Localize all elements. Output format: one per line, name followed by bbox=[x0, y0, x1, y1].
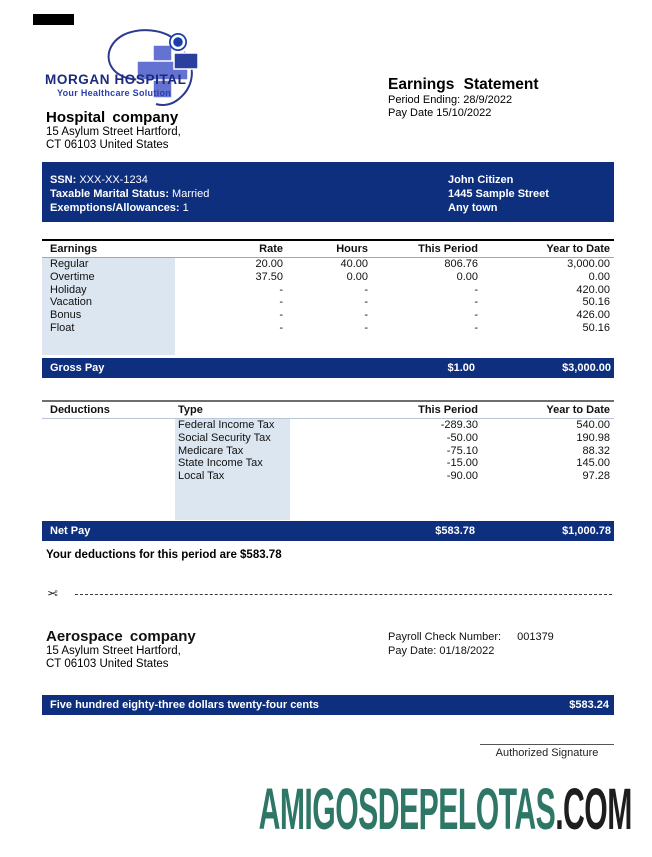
table-row: Vacation - - - 50.16 bbox=[50, 296, 610, 309]
amount-value: $583.24 bbox=[569, 699, 609, 711]
redaction-mark bbox=[33, 14, 74, 25]
employer-address-2: CT 06103 United States bbox=[46, 139, 169, 151]
authorized-signature-line: Authorized Signature bbox=[480, 744, 614, 759]
deductions-table bbox=[42, 400, 614, 483]
gross-pay-label: Gross Pay bbox=[50, 362, 105, 374]
employee-name: John Citizen bbox=[448, 174, 514, 186]
employee-address-1: 1445 Sample Street bbox=[448, 188, 549, 200]
payer-block bbox=[46, 628, 196, 671]
logo-title: MORGAN HOSPITAL bbox=[45, 72, 187, 87]
net-pay-label: Net Pay bbox=[50, 525, 91, 537]
table-row: Federal Income Tax -289.30 540.00 bbox=[178, 419, 610, 431]
employee-address-2: Any town bbox=[448, 202, 498, 214]
statement-title: Earnings Statement bbox=[388, 76, 539, 93]
deductions-header-period: This Period bbox=[418, 404, 478, 416]
check-number-label: Payroll Check Number: bbox=[388, 631, 502, 643]
deductions-header-ytd: Year to Date bbox=[546, 404, 610, 416]
deductions-header-row bbox=[42, 400, 614, 419]
deductions-header-type: Type bbox=[178, 404, 203, 416]
exemptions-value: 1 bbox=[179, 202, 189, 214]
payer-address-1: 15 Asylum Street Hartford, bbox=[46, 645, 181, 657]
table-row: Overtime 37.50 0.00 0.00 0.00 bbox=[50, 270, 610, 283]
earnings-header-hours: Hours bbox=[336, 243, 368, 255]
net-pay-ytd: $1,000.78 bbox=[562, 525, 611, 537]
employee-tax-info bbox=[50, 173, 209, 215]
check-info bbox=[388, 630, 554, 658]
check-pay-date: Pay Date: 01/18/2022 bbox=[388, 645, 495, 657]
payer-address-2: CT 06103 United States bbox=[46, 658, 169, 670]
gross-pay-period: $1.00 bbox=[447, 362, 475, 374]
marital-label: Taxable Marital Status: bbox=[50, 188, 169, 200]
statement-header bbox=[388, 76, 539, 119]
table-row: Local Tax -90.00 97.28 bbox=[178, 470, 610, 483]
pay-date: Pay Date 15/10/2022 bbox=[388, 106, 492, 119]
amount-words: Five hundred eighty-three dollars twenty-four cents bbox=[50, 699, 319, 711]
watermark bbox=[259, 776, 632, 843]
table-row: Holiday - - - 420.00 bbox=[50, 283, 610, 296]
earnings-header-label: Earnings bbox=[50, 243, 98, 255]
table-row: Medicare Tax -75.10 88.32 bbox=[178, 444, 610, 457]
cut-line bbox=[75, 594, 612, 595]
table-row: Social Security Tax -50.00 190.98 bbox=[178, 431, 610, 444]
net-pay-bar bbox=[42, 521, 614, 541]
table-row: Float - - - 50.16 bbox=[50, 321, 610, 334]
employee-address-block bbox=[448, 173, 549, 215]
marital-value: Married bbox=[169, 188, 210, 200]
scissors-icon: ✂ bbox=[47, 586, 58, 601]
deductions-note: Your deductions for this period are $583.78 bbox=[46, 549, 282, 561]
employer-block bbox=[46, 109, 181, 152]
amount-words-bar bbox=[42, 695, 614, 715]
employer-address-1: 15 Asylum Street Hartford, bbox=[46, 126, 181, 138]
employer-name: Hospital company bbox=[46, 109, 179, 126]
earnings-header-ytd: Year to Date bbox=[546, 243, 610, 255]
check-number-value: 001379 bbox=[517, 631, 554, 643]
ssn-label: SSN: bbox=[50, 174, 77, 186]
gross-pay-ytd: $3,000.00 bbox=[562, 362, 611, 374]
exemptions-label: Exemptions/Allowances: bbox=[50, 202, 180, 214]
table-row: Regular 20.00 40.00 806.76 3,000.00 bbox=[50, 258, 610, 270]
earnings-header-row bbox=[42, 239, 614, 258]
ssn-value: XXX-XX-1234 bbox=[76, 174, 148, 186]
net-pay-period: $583.78 bbox=[435, 525, 475, 537]
period-ending: Period Ending: 28/9/2022 bbox=[388, 94, 513, 106]
earnings-table bbox=[42, 239, 614, 335]
gross-pay-bar bbox=[42, 358, 614, 378]
logo-tagline: Your Healthcare Solution bbox=[57, 88, 172, 98]
earnings-header-rate: Rate bbox=[259, 243, 283, 255]
deductions-header-label: Deductions bbox=[50, 404, 110, 416]
earnings-header-period: This Period bbox=[418, 243, 478, 255]
payer-name: Aerospace company bbox=[46, 628, 196, 645]
employee-info-bar bbox=[42, 162, 614, 222]
watermark-suffix: .COM bbox=[555, 777, 632, 842]
table-row: State Income Tax -15.00 145.00 bbox=[178, 457, 610, 470]
watermark-main: AMIGOSDEPELOTAS bbox=[258, 777, 556, 842]
table-row: Bonus - - - 426.00 bbox=[50, 309, 610, 322]
